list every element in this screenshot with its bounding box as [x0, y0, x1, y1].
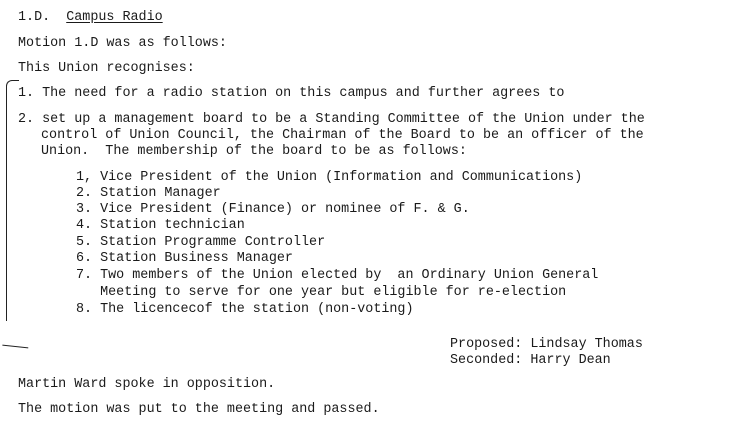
recognises-line: This Union recognises:	[18, 61, 195, 76]
member-item: 6. Station Business Manager	[76, 251, 293, 266]
section-number: 1.D.	[18, 10, 51, 25]
proposed-by: Proposed: Lindsay Thomas	[450, 337, 643, 352]
section-heading	[18, 10, 163, 26]
member-item: 3. Vice President (Finance) or nominee of F. & G.	[76, 202, 470, 217]
member-item: 5. Station Programme Controller	[76, 235, 326, 250]
seconded-by: Seconded: Harry Dean	[450, 353, 611, 368]
member-item: 1, Vice President of the Union (Information and Communications)	[76, 170, 583, 185]
member-item: 4. Station technician	[76, 218, 245, 233]
motion-intro: Motion 1.D was as follows:	[18, 36, 227, 51]
clause-2-line-3: Union. The membership of the board to be as follows:	[41, 144, 467, 159]
result-note: The motion was put to the meeting and passed.	[18, 402, 380, 417]
member-item: Meeting to serve for one year but eligible for re-election	[76, 285, 567, 300]
member-item: 8. The licencecof the station (non-voting)	[76, 302, 414, 317]
member-item: 2. Station Manager	[76, 186, 221, 201]
clause-2-line-2: control of Union Council, the Chairman of the Board to be an officer of the	[41, 128, 644, 143]
section-title: Campus Radio	[66, 10, 163, 25]
clause-1: 1. The need for a radio station on this campus and further agrees to	[18, 86, 565, 101]
opposition-note: Martin Ward spoke in opposition.	[18, 377, 276, 392]
clause-2-line-1: 2. set up a management board to be a Standing Committee of the Union under the	[18, 112, 645, 127]
member-item: 7. Two members of the Union elected by an Ordinary Union General	[76, 268, 599, 283]
handwritten-bracket-tail	[2, 345, 29, 355]
